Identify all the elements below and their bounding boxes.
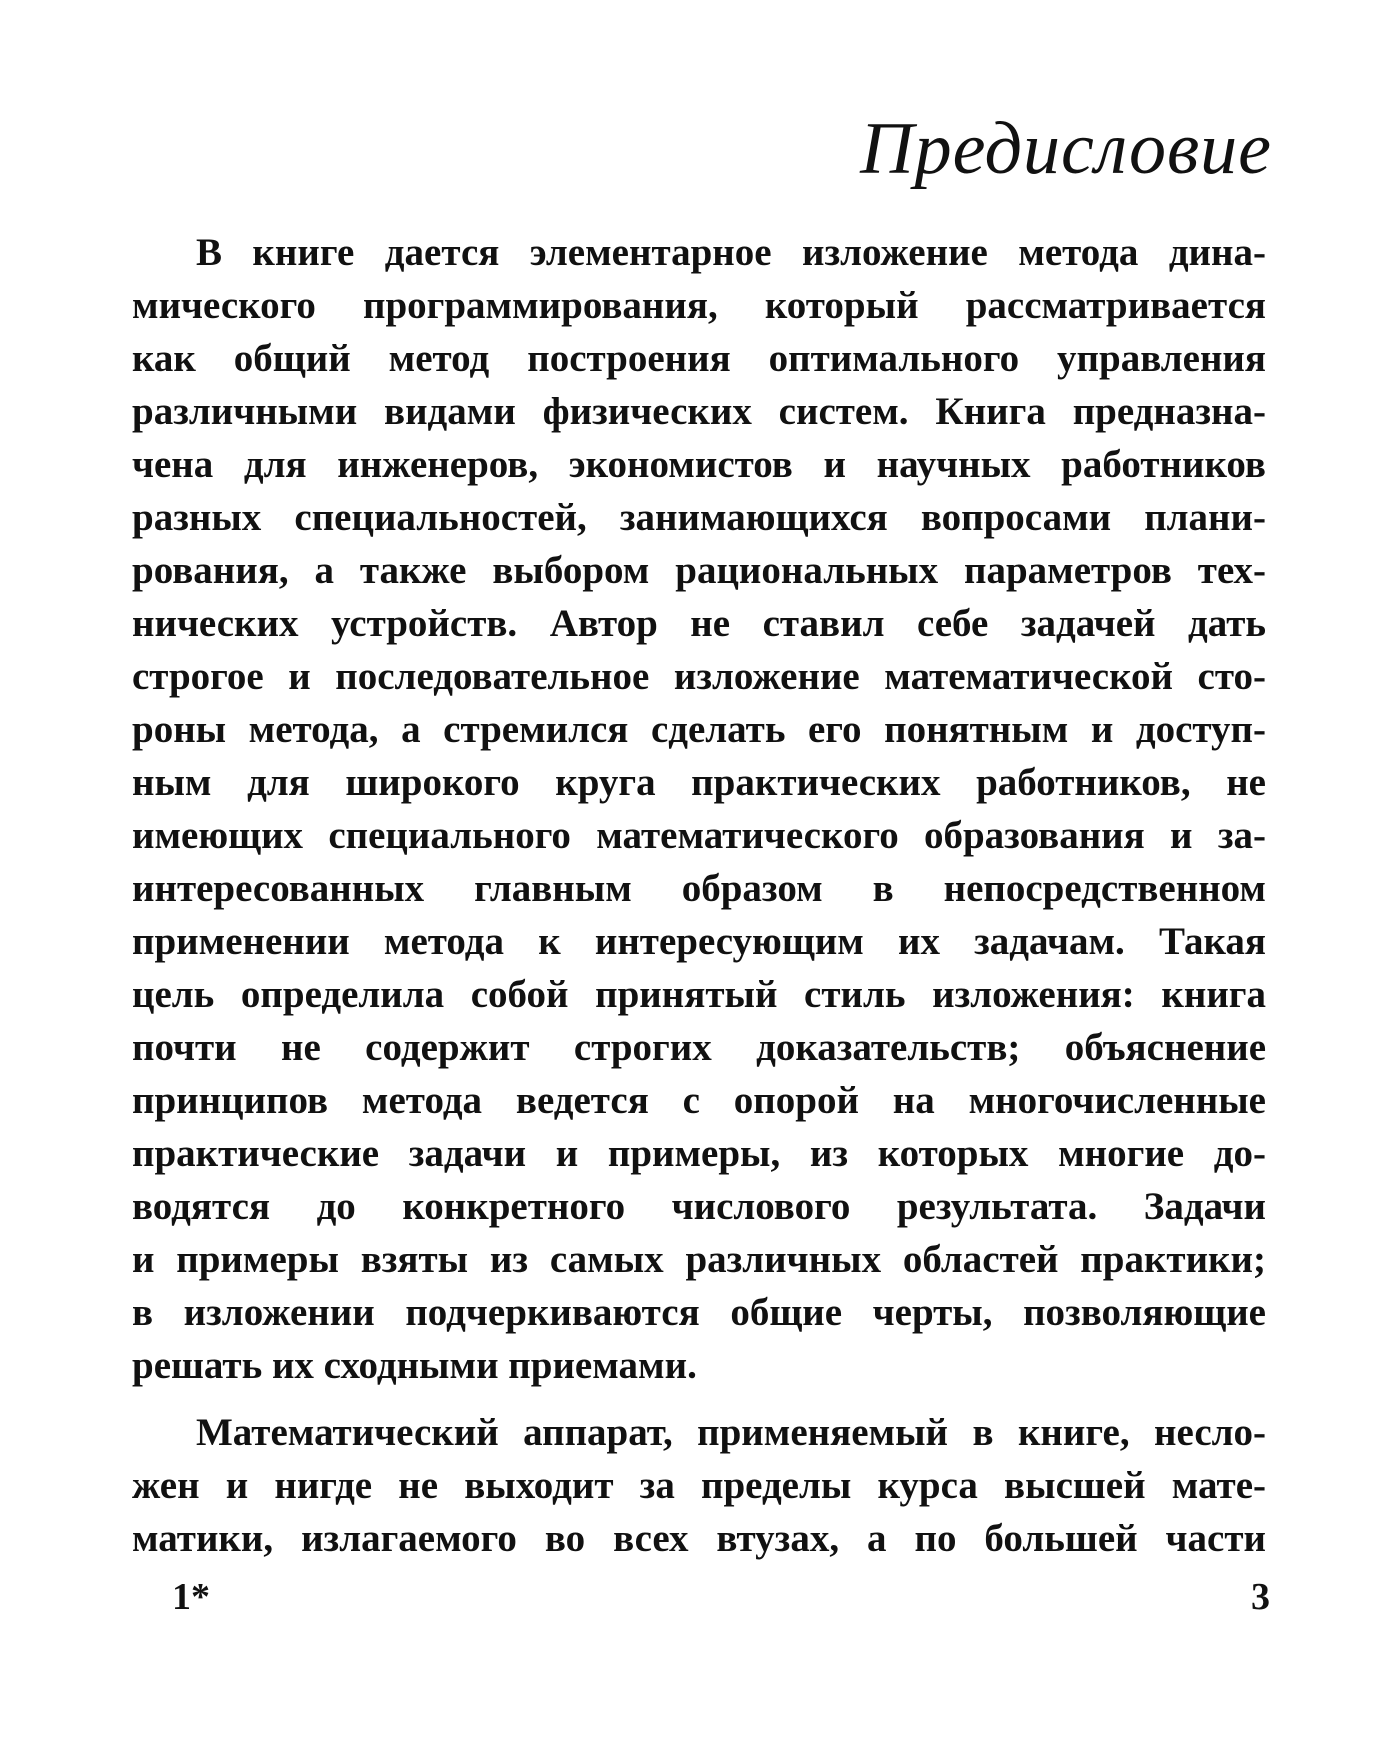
text-line: принципов метода ведется с опорой на многочисленные [132, 1079, 1266, 1122]
text-line: и примеры взяты из самых различных областей практики; [132, 1238, 1266, 1281]
paragraph [132, 226, 1266, 1392]
text-line: практические задачи и примеры, из которых многие до- [132, 1132, 1266, 1175]
text-line: мического программирования, который рассматривается [132, 284, 1266, 327]
signature-mark: 1* [172, 1576, 210, 1618]
text-line: почти не содержит строгих доказательств; объяснение [132, 1026, 1266, 1069]
paragraph [132, 1406, 1266, 1565]
text-line: решать их сходными приемами. [132, 1344, 697, 1387]
text-line: роны метода, а стремился сделать его понятным и доступ- [132, 708, 1266, 751]
text-line: нических устройств. Автор не ставил себе задачей дать [132, 602, 1266, 645]
text-line: различными видами физических систем. Книга предназна- [132, 390, 1266, 433]
text-line: как общий метод построения оптимального управления [132, 337, 1266, 380]
text-line: чена для инженеров, экономистов и научных работников [132, 443, 1266, 486]
text-line: жен и нигде не выходит за пределы курса высшей мате- [132, 1464, 1266, 1507]
text-line: ным для широкого круга практических работников, не [132, 761, 1266, 804]
page-footer [172, 1572, 1270, 1622]
text-line: интересованных главным образом в непосредственном [132, 867, 1266, 910]
body-text [132, 226, 1266, 1565]
text-line: имеющих специального математического образования и за- [132, 814, 1266, 857]
text-line: матики, излагаемого во всех втузах, а по большей части [132, 1517, 1266, 1560]
text-line: рования, а также выбором рациональных параметров тех- [132, 549, 1266, 592]
text-line: Математический аппарат, применяемый в книге, несло- [196, 1411, 1266, 1454]
paragraph-gap [132, 1392, 1266, 1406]
text-line: строгое и последовательное изложение математической сто- [132, 655, 1266, 698]
text-line: разных специальностей, занимающихся вопросами плани- [132, 496, 1266, 539]
text-line: В книге дается элементарное изложение метода дина- [196, 231, 1266, 274]
text-line: водятся до конкретного числового результата. Задачи [132, 1185, 1266, 1228]
text-line: применении метода к интересующим их задачам. Такая [132, 920, 1266, 963]
text-line: в изложении подчеркиваются общие черты, позволяющие [132, 1291, 1266, 1334]
text-line: цель определила собой принятый стиль изложения: книга [132, 973, 1266, 1016]
page-number: 3 [1251, 1576, 1270, 1618]
page-title: Предисловие [860, 108, 1272, 190]
